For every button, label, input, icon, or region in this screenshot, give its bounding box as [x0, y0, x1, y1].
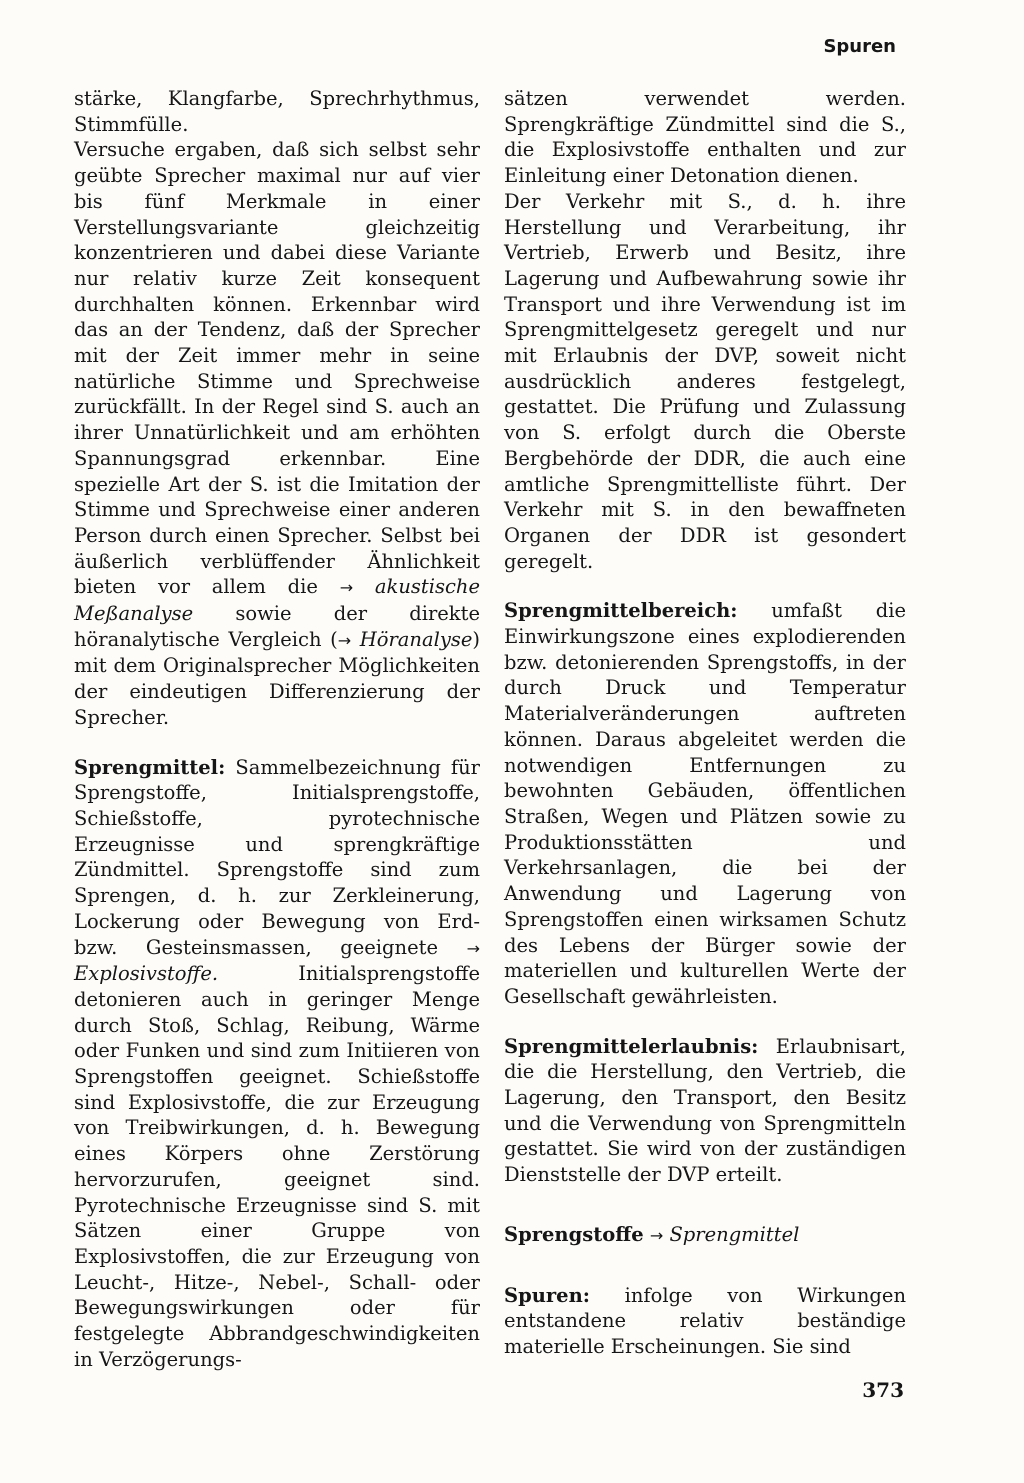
entry-term: Sprengmittelbereich:	[504, 599, 738, 623]
verstellung-paragraph	[74, 137, 480, 730]
paragraph-text: ) mit dem Originalsprecher Möglichkeiten der eindeutigen Differenzierung der Sprecher.	[74, 627, 480, 729]
cross-reference-link[interactable]: Explosivstoffe.	[74, 962, 219, 986]
entry-definition: Initialsprengstoffe detonieren auch in geringer Menge durch Stoß, Schlag, Reibung, Wärme oder Funken und sind zum Initiieren von Sprengstoffen geeignet. Schießstoffe sind Explosivstoffe, die zur Erzeugung von Treibwirkungen, d. h. Bewegung eines Körpers ohne Zerstörung hervorzurufen, geeignet sind. Pyrotechnische Erzeugnisse sind S. mit Sätzen einer Gruppe von Explosivstoffen, die zur Erzeugung von Leucht-, Hitze-, Nebel-, Schall- oder Bewegungswirkungen oder für festgelegte Abbrandgeschwindigkeiten in Verzögerungs-	[74, 962, 480, 1371]
entry-sprengstoffe	[504, 1222, 906, 1249]
entry-definition: Sammelbezeichnung für Sprengstoffe, Initialsprengstoffe, Schießstoffe, pyrotechnische Erzeugnisse und sprengkräftige Zündmittel. Sprengstoffe sind zum Sprengen, d. h. zur Zerkleinerung, Lockerung oder Bewegung von Erd- bzw. Gesteinsmassen, geeignete	[74, 755, 480, 959]
arrow-icon: →	[337, 630, 352, 650]
verkehr-paragraph: Der Verkehr mit S., d. h. ihre Herstellung und Verarbeitung, ihr Vertrieb, Erwerb und Besitz, ihre Lagerung und Aufbewahrung sowie ihr Transport und ihre Verwendung ist im Sprengmittelgesetz geregelt und nur mit Erlaubnis der DVP, soweit nicht ausdrücklich anderes festgelegt, gestattet. Die Prüfung und Zulassung von S. erfolgt durch die Oberste Bergbehörde der DDR, die auch eine amtliche Sprengmittelliste führt. Der Verkehr mit S. in den bewaffneten Organen der DDR ist gesondert geregelt.	[504, 189, 906, 573]
cross-reference-link[interactable]: Sprengmittel	[669, 1222, 800, 1246]
entry-term: Sprengstoffe	[504, 1222, 644, 1246]
page-number: 373	[862, 1378, 904, 1402]
continuation-paragraph: stärke, Klangfarbe, Sprechrhythmus, Stimmfülle.	[74, 87, 480, 136]
entry-term: Sprengmittelerlaubnis:	[504, 1034, 759, 1058]
entry-sprengmittelbereich	[504, 598, 906, 1009]
left-column	[74, 86, 480, 1372]
entry-sprengmittel	[74, 755, 480, 1373]
right-column	[504, 86, 906, 1360]
cross-reference-link[interactable]: akustische Meßanalyse	[74, 575, 480, 626]
arrow-icon: →	[466, 938, 480, 958]
entry-spuren	[504, 1283, 906, 1360]
entry-term: Sprengmittel:	[74, 755, 226, 779]
entry-definition: umfaßt die Einwirkungszone eines explodierenden bzw. detonierenden Sprengstoffs, in der durch Druck und Temperatur Materialveränderungen auftreten können. Daraus abgeleitet werden die notwendigen Entfernungen zu bewohnten Gebäuden, öffentlichen Straßen, Wegen und Plätzen sowie zu Produktionsstätten und Verkehrsanlagen, die bei der Anwendung und Lagerung von Sprengstoffen einen wirksamen Schutz des Lebens der Bürger sowie der materiellen und kulturellen Werte der Gesellschaft gewährleisten.	[504, 599, 907, 1008]
arrow-icon: →	[339, 578, 354, 598]
entry-term: Spuren:	[504, 1283, 590, 1307]
paragraph-text: sowie der direkte höranalytische Vergleich (	[74, 602, 480, 651]
cross-reference-link[interactable]: Höranalyse	[359, 627, 473, 651]
paragraph-text: Versuche ergaben, daß sich selbst sehr geübte Sprecher maximal nur auf vier bis fünf Merkmale in einer Verstellungsvariante gleichzeitig konzentrieren und dabei diese Variante nur relativ kurze Zeit konsequent durchhalten können. Erkennbar wird das an der Tendenz, daß der Sprecher mit der Zeit immer mehr in seine natürliche Stimme und Sprechweise zurückfällt. In der Regel sind S. auch an ihrer Unnatürlichkeit und am erhöhten Spannungsgrad erkennbar. Eine spezielle Art der S. ist die Imitation der Stimme und Sprechweise einer anderen Person durch einen Sprecher. Selbst bei äußerlich verblüffender Ähnlichkeit bieten vor allem die	[74, 138, 480, 599]
continuation-paragraph: sätzen verwendet werden. Sprengkräftige Zündmittel sind die S., die Explosivstoffe enthalten und zur Einleitung einer Detonation dienen.	[504, 87, 906, 188]
entry-sprengmittelerlaubnis	[504, 1034, 906, 1188]
running-header: Spuren	[823, 36, 896, 57]
entry-definition: infolge von Wirkungen entstandene relativ beständige materielle Erscheinungen. Sie sind	[504, 1283, 907, 1358]
arrow-icon: →	[649, 1225, 664, 1245]
entry-definition: Erlaubnisart, die die Herstellung, den Vertrieb, die Lagerung, den Transport, den Besitz und die Verwendung von Sprengmitteln gestattet. Sie wird von der zuständigen Dienststelle der DVP erteilt.	[504, 1034, 906, 1187]
